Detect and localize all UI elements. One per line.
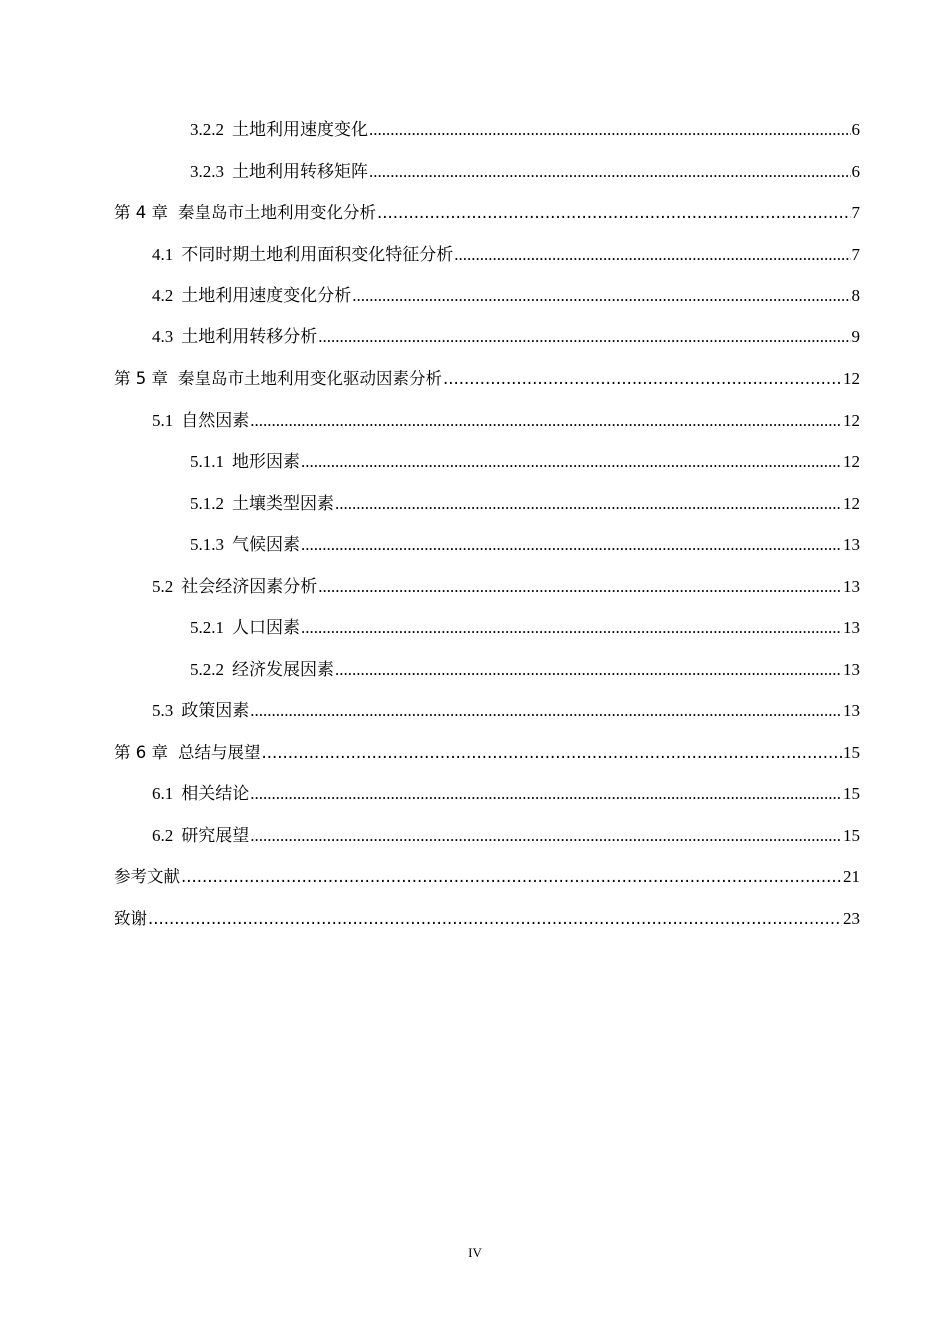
toc-entry-page: 6 (851, 120, 860, 139)
toc-entry-page: 13 (843, 701, 860, 720)
toc-entry-title: 地形因素 (232, 452, 300, 471)
toc-entry-number: 5.2 (152, 577, 174, 596)
toc-leader-dots (369, 161, 851, 183)
toc-entry-title: 自然因素 (181, 411, 250, 430)
toc-entry-number: 3.2.2 (190, 120, 224, 139)
toc-entry-title: 秦皇岛市土地利用变化分析 (178, 203, 376, 222)
toc-entry-number: 3.2.3 (190, 162, 224, 181)
toc-leader-dots (318, 576, 842, 598)
toc-entry-page: 8 (851, 286, 860, 305)
toc-entry-number: 5.1 (152, 411, 174, 430)
toc-entry-page: 7 (851, 203, 860, 222)
toc-entry-number: 5.3 (152, 701, 174, 720)
toc-entry[interactable] (114, 742, 860, 764)
toc-entry-title: 经济发展因素 (232, 660, 334, 679)
toc-entry-title: 人口因素 (232, 618, 300, 637)
toc-entry-page: 13 (843, 660, 860, 679)
toc-leader-dots (301, 617, 842, 639)
toc-entry-page: 12 (843, 369, 860, 388)
toc-entry-number: 4.1 (152, 245, 174, 264)
toc-entry-title: 秦皇岛市土地利用变化驱动因素分析 (178, 369, 442, 388)
toc-leader-dots (181, 866, 842, 888)
toc-leader-dots (335, 659, 842, 681)
toc-entry-number: 第 5 章 (114, 369, 168, 388)
toc-entry-page: 21 (843, 867, 860, 886)
toc-entry-title: 不同时期土地利用面积变化特征分析 (181, 245, 454, 264)
toc-entry[interactable] (190, 493, 860, 515)
toc-entry-number: 第 6 章 (114, 743, 168, 762)
toc-entry[interactable] (152, 410, 860, 432)
toc-leader-dots (443, 368, 842, 390)
toc-leader-dots (369, 119, 851, 141)
toc-entry-number: 6.2 (152, 826, 174, 845)
toc-entry-title: 研究展望 (181, 826, 250, 845)
toc-entry-number: 5.2.2 (190, 660, 224, 679)
toc-entry-number: 5.1.1 (190, 452, 224, 471)
toc-entry-title: 总结与展望 (178, 743, 261, 762)
toc-entry[interactable] (152, 576, 860, 598)
toc-entry-page: 23 (843, 909, 860, 928)
toc-entry-number: 6.1 (152, 784, 174, 803)
toc-entry-page: 9 (851, 327, 860, 346)
toc-leader-dots (318, 326, 850, 348)
toc-entry-title: 土地利用转移分析 (181, 327, 318, 346)
toc-entry-page: 15 (843, 743, 860, 762)
toc-entry[interactable] (152, 783, 860, 805)
toc-entry[interactable] (114, 202, 860, 224)
toc-leader-dots (335, 493, 842, 515)
toc-entry-title: 参考文献 (114, 867, 180, 886)
toc-entry[interactable] (114, 368, 860, 390)
toc-entry[interactable] (114, 866, 860, 888)
toc-leader-dots (148, 908, 842, 930)
toc-entry-page: 15 (843, 784, 860, 803)
toc-leader-dots (250, 410, 842, 432)
toc-entry-title: 相关结论 (181, 784, 250, 803)
toc-entry-page: 13 (843, 577, 860, 596)
page-number: IV (468, 1245, 482, 1260)
toc-leader-dots (262, 742, 843, 764)
toc-entry[interactable] (152, 326, 860, 348)
toc-leader-dots (250, 700, 842, 722)
toc-entry-title: 社会经济因素分析 (181, 577, 318, 596)
toc-entry-page: 12 (843, 411, 860, 430)
toc-leader-dots (301, 534, 842, 556)
toc-entry-page: 15 (843, 826, 860, 845)
toc-entry-number: 5.1.3 (190, 535, 224, 554)
toc-entry-page: 6 (851, 162, 860, 181)
toc-entry[interactable] (190, 659, 860, 681)
toc-entry[interactable] (190, 451, 860, 473)
toc-leader-dots (352, 285, 850, 307)
toc-entry-title: 土地利用转移矩阵 (232, 162, 368, 181)
toc-entry-number: 4.3 (152, 327, 174, 346)
toc-leader-dots (301, 451, 842, 473)
toc-entry[interactable] (114, 908, 860, 930)
toc-leader-dots (454, 244, 850, 266)
toc-entry[interactable] (152, 700, 860, 722)
toc-leader-dots (250, 783, 842, 805)
toc-entry-page: 13 (843, 618, 860, 637)
toc-entry[interactable] (152, 244, 860, 266)
toc-entry-title: 土壤类型因素 (232, 494, 334, 513)
toc-entry-number: 5.1.2 (190, 494, 224, 513)
toc-entry[interactable] (190, 617, 860, 639)
toc-entry-page: 12 (843, 494, 860, 513)
toc-entry[interactable] (190, 119, 860, 141)
toc-entry-title: 气候因素 (232, 535, 300, 554)
toc-entry-number: 第 4 章 (114, 203, 168, 222)
toc-entry-page: 13 (843, 535, 860, 554)
toc-leader-dots (377, 202, 851, 224)
toc-entry-title: 土地利用速度变化 (232, 120, 368, 139)
toc-entry-page: 12 (843, 452, 860, 471)
toc-leader-dots (250, 825, 842, 847)
toc-entry[interactable] (190, 161, 860, 183)
toc-entry-number: 4.2 (152, 286, 174, 305)
toc-entry-number: 5.2.1 (190, 618, 224, 637)
toc-entry[interactable] (152, 285, 860, 307)
toc-entry-title: 致谢 (114, 909, 147, 928)
toc-entry-page: 7 (851, 245, 860, 264)
toc-entry[interactable] (190, 534, 860, 556)
toc-entry-title: 土地利用速度变化分析 (181, 286, 352, 305)
toc-entry[interactable] (152, 825, 860, 847)
toc-entry-title: 政策因素 (181, 701, 250, 720)
